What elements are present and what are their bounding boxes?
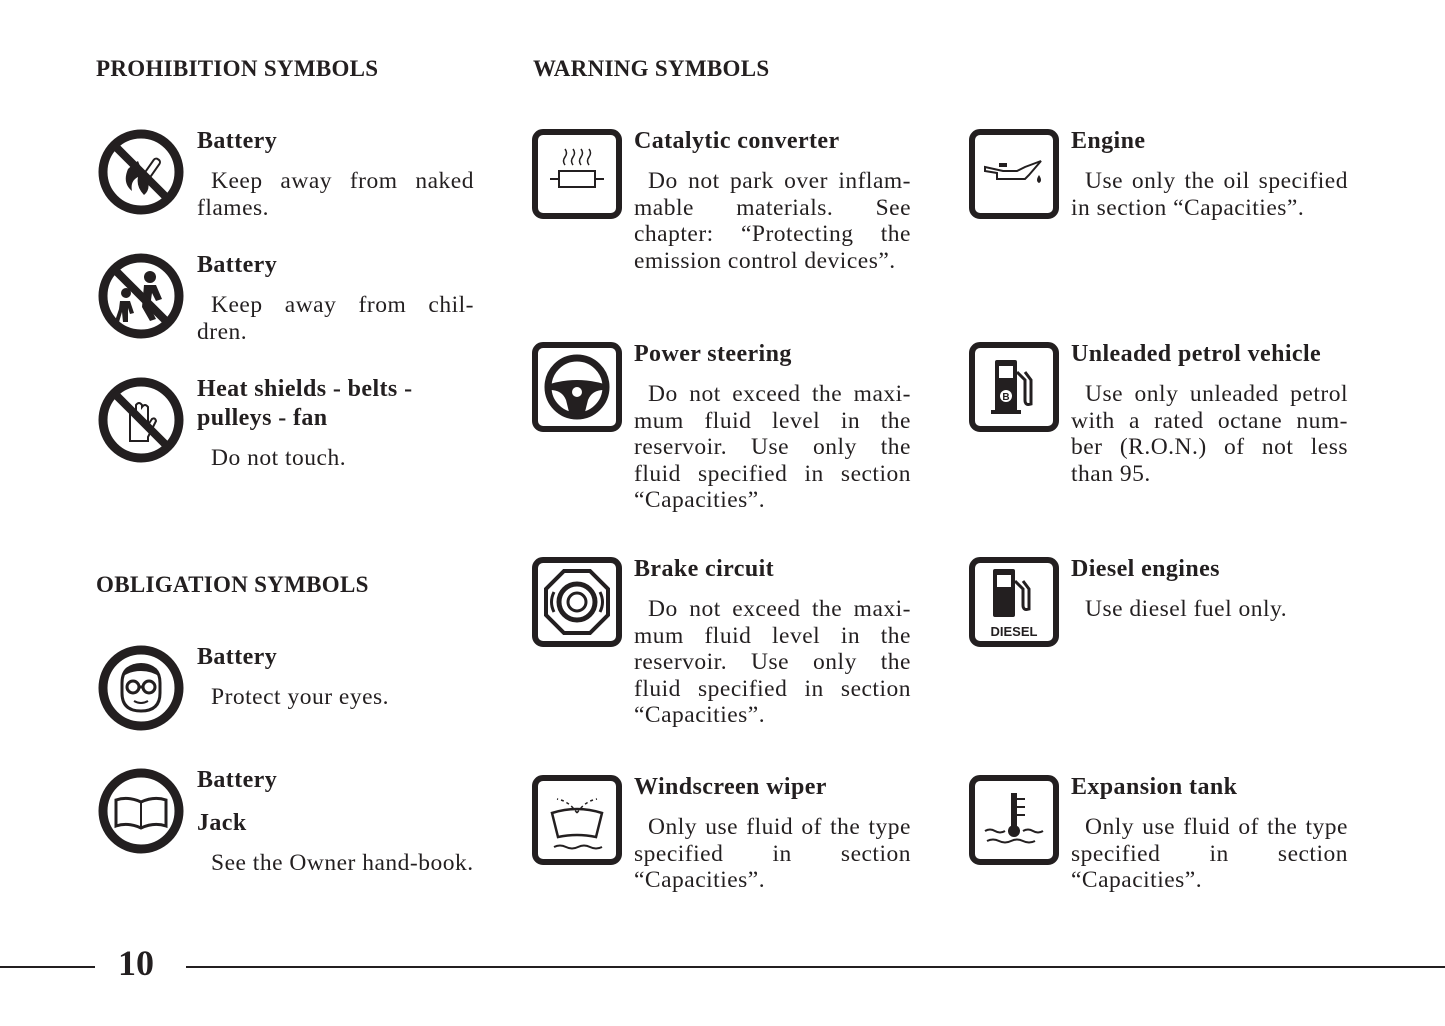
item-description: Do not touch. bbox=[211, 445, 347, 471]
page-number: 10 bbox=[118, 943, 154, 983]
no-touch-icon bbox=[98, 377, 184, 467]
obligation-section-title: OBLIGATION SYMBOLS bbox=[96, 572, 369, 597]
item-title: Battery bbox=[197, 252, 278, 278]
item-title: Battery bbox=[197, 128, 278, 154]
item-description: Only use fluid of the type specified in section “Capacities”. bbox=[634, 814, 911, 894]
item-title: Diesel engines bbox=[1071, 556, 1220, 582]
eye-protection-icon bbox=[98, 645, 184, 735]
item-description: See the Owner hand-book. bbox=[211, 850, 474, 876]
owner-handbook-icon bbox=[98, 768, 184, 858]
item-description: Keep away from naked flames. bbox=[197, 168, 474, 221]
catalytic-converter-icon bbox=[532, 129, 622, 223]
item-title: Catalytic converter bbox=[634, 128, 840, 154]
item-title: Unleaded petrol vehicle bbox=[1071, 341, 1322, 367]
no-flames-icon bbox=[98, 129, 184, 219]
item-description: Do not exceed the maxi-mum fluid level in the reservoir. Use only the fluid specified in section “Capacities”. bbox=[634, 381, 911, 514]
steering-wheel-icon bbox=[532, 342, 622, 436]
item-title: Expansion tank bbox=[1071, 774, 1238, 800]
svg-text:DIESEL: DIESEL bbox=[990, 624, 1038, 639]
svg-text:B: B bbox=[1002, 392, 1010, 403]
diesel-pump-icon bbox=[969, 557, 1059, 651]
footer-rule-left bbox=[0, 966, 95, 968]
item-title: Heat shields - belts - pulleys - fan bbox=[197, 376, 413, 431]
engine-oil-icon bbox=[969, 129, 1059, 223]
item-subtitle: Jack bbox=[197, 810, 247, 836]
item-description: Only use fluid of the type specified in section “Capacities”. bbox=[1071, 814, 1348, 894]
item-title: Power steering bbox=[634, 341, 792, 367]
footer-rule-right bbox=[186, 966, 1445, 968]
no-children-icon bbox=[98, 253, 184, 343]
windscreen-washer-icon bbox=[532, 775, 622, 869]
unleaded-pump-icon bbox=[969, 342, 1059, 436]
item-title: Windscreen wiper bbox=[634, 774, 827, 800]
brake-circuit-icon bbox=[532, 557, 622, 651]
item-description: Do not park over inflam-mable materials. See chapter: “Protecting the emission control devices”. bbox=[634, 168, 911, 274]
item-title: Battery bbox=[197, 644, 278, 670]
item-description: Keep away from chil-dren. bbox=[197, 292, 474, 345]
item-description: Use diesel fuel only. bbox=[1085, 596, 1288, 622]
item-title: Brake circuit bbox=[634, 556, 775, 582]
prohibition-section-title: PROHIBITION SYMBOLS bbox=[96, 56, 379, 81]
coolant-temperature-icon bbox=[969, 775, 1059, 869]
item-description: Use only the oil specified in section “Capacities”. bbox=[1071, 168, 1348, 221]
item-description: Do not exceed the maxi-mum fluid level in the reservoir. Use only the fluid specified in section “Capacities”. bbox=[634, 596, 911, 729]
item-description: Use only unleaded petrol with a rated octane num-ber (R.O.N.) of not less than 95. bbox=[1071, 381, 1348, 487]
item-title: Engine bbox=[1071, 128, 1146, 154]
item-title: Battery bbox=[197, 767, 278, 793]
item-description: Protect your eyes. bbox=[211, 684, 390, 710]
warning-section-title: WARNING SYMBOLS bbox=[533, 56, 770, 81]
